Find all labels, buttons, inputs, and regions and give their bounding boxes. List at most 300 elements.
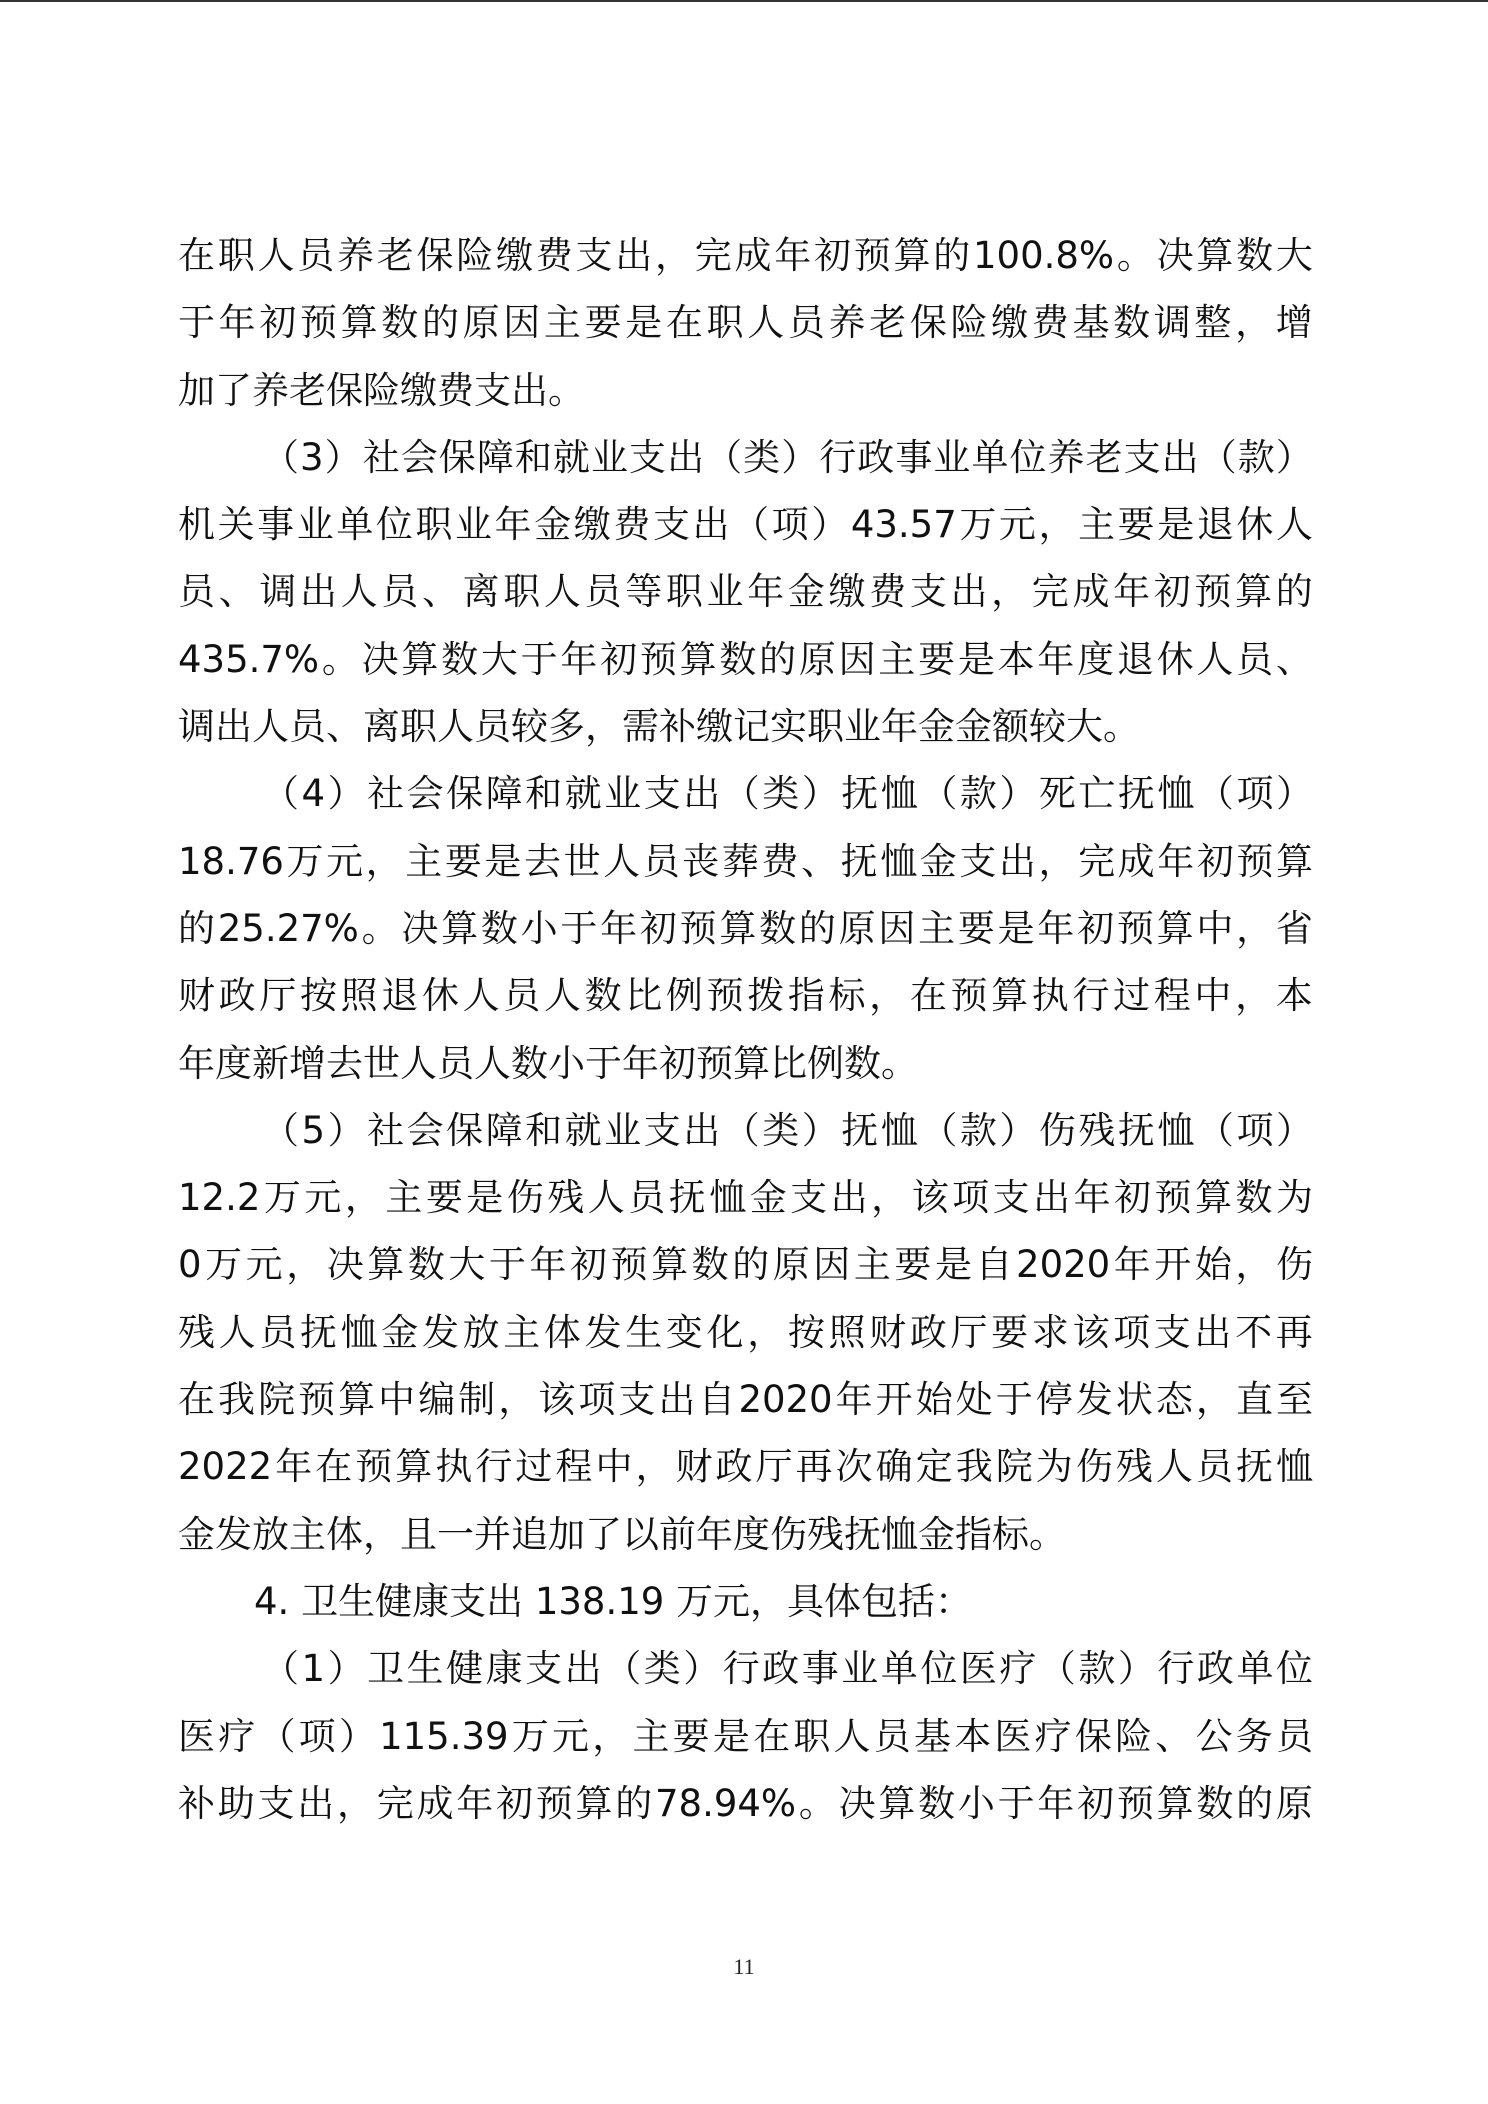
- text-run: 出: [683, 772, 721, 816]
- text-run: 款: [959, 1108, 997, 1152]
- text-run: 年: [1073, 1176, 1111, 1220]
- text-run: 是: [484, 839, 522, 883]
- text-run: 预: [298, 1378, 336, 1422]
- text-run: 金: [919, 839, 957, 883]
- text-run: 主: [853, 1243, 891, 1287]
- text-run: 定: [915, 1445, 953, 1489]
- text-run: ，: [1038, 839, 1076, 883]
- text-run: 老: [869, 301, 907, 345]
- text-run: 障: [485, 1108, 523, 1152]
- text-run: 2020: [1016, 1243, 1111, 1287]
- text-run: 万: [286, 839, 324, 883]
- text-run: 原: [1275, 1781, 1313, 1825]
- text-run: 是: [712, 1714, 750, 1758]
- text-run: 数: [584, 974, 622, 1018]
- text-run: 位: [920, 1647, 958, 1691]
- text-run: 于: [520, 637, 558, 681]
- text-run: 医: [994, 1714, 1032, 1758]
- text-run: 本: [954, 1714, 992, 1758]
- text-run: 要: [444, 839, 482, 883]
- text-run: 年: [600, 906, 638, 950]
- text-run: 员: [1236, 637, 1274, 681]
- text-run: 大: [448, 1243, 486, 1287]
- text-run: 0: [178, 1243, 202, 1287]
- text-run: 社: [362, 435, 400, 479]
- text-run: 伤: [506, 1176, 544, 1220]
- text-run: 关: [217, 503, 255, 547]
- text-run: 类: [743, 435, 781, 479]
- text-line: [178, 1299, 1313, 1366]
- text-run: 恤: [880, 1108, 918, 1152]
- text-run: 、: [801, 839, 839, 883]
- text-run: 元: [552, 1714, 589, 1758]
- text-run: 员: [178, 570, 215, 614]
- text-run: 医: [178, 1714, 215, 1758]
- text-run: 的: [615, 1781, 653, 1825]
- text-line: [178, 895, 1313, 962]
- text-run: 预: [535, 1781, 573, 1825]
- text-run: 调: [1153, 301, 1191, 345]
- text-run: ）: [1275, 772, 1313, 816]
- text-run: 伤: [1075, 1445, 1113, 1489]
- text-run: 老: [1085, 435, 1123, 479]
- text-run: 。: [361, 906, 399, 950]
- text-run: 初: [570, 1243, 608, 1287]
- text-run: 财: [178, 974, 215, 1018]
- text-run: 算: [1195, 1176, 1233, 1220]
- text-run: 在: [178, 234, 215, 277]
- text-run: 于: [560, 906, 598, 950]
- text-run: 调: [259, 570, 297, 614]
- text-run: ，: [655, 234, 692, 277]
- text-run: 丧: [682, 839, 720, 883]
- text-run: 年: [1113, 1243, 1151, 1287]
- text-run: 确: [875, 1445, 913, 1489]
- text-run: 养: [828, 301, 866, 345]
- text-run: 费: [613, 503, 651, 547]
- text-run: ）: [1117, 1647, 1155, 1691]
- text-run: ，: [747, 1310, 785, 1354]
- text-run: 单: [1236, 1647, 1274, 1691]
- text-run: 因: [503, 301, 541, 345]
- text-run: 员: [642, 839, 680, 883]
- text-run: 类: [762, 1108, 800, 1152]
- text-run: 和: [514, 435, 552, 479]
- text-run: 25.27%: [217, 906, 359, 950]
- text-run: 厅: [755, 1445, 793, 1489]
- text-run: 决: [1156, 234, 1194, 277]
- text-run: 老: [376, 234, 414, 277]
- text-run: ）: [801, 772, 839, 816]
- text-line: 金发放主体，且一并追加了以前年度伤残抚恤金指标。: [178, 1512, 1066, 1556]
- text-run: 的: [798, 906, 836, 950]
- text-run: 会: [406, 1108, 444, 1152]
- text-run: 5: [301, 1108, 326, 1152]
- text-run: 员: [1275, 1714, 1313, 1758]
- text-run: ，: [869, 974, 907, 1018]
- text-run: 增: [1275, 301, 1313, 345]
- text-run: 年: [275, 1445, 313, 1489]
- text-run: 人: [1155, 1445, 1193, 1489]
- text-run: 预: [679, 906, 717, 950]
- text-run: 抚: [668, 1176, 706, 1220]
- text-run: 项: [1236, 772, 1274, 816]
- text-run: 小: [957, 1781, 995, 1825]
- text-run: 出: [830, 1176, 868, 1220]
- text-run: ，: [635, 1445, 673, 1489]
- text-run: 离: [462, 570, 500, 614]
- text-run: 预: [706, 974, 744, 1018]
- text-run: 障: [476, 435, 514, 479]
- text-run: 本: [997, 637, 1035, 681]
- text-run: 在: [665, 301, 703, 345]
- text-run: 保: [1074, 1714, 1112, 1758]
- text-run: 职: [793, 1714, 831, 1758]
- text-run: 伤: [1038, 1108, 1076, 1152]
- text-run: 休: [421, 974, 459, 1018]
- text-run: 原: [462, 301, 500, 345]
- text-run: 支: [790, 1176, 828, 1220]
- text-run: 大: [1275, 234, 1313, 277]
- text-run: 等: [625, 570, 663, 614]
- text-run: 抚: [1235, 1445, 1273, 1489]
- text-run: ，: [498, 1378, 536, 1422]
- text-run: 年: [774, 234, 812, 277]
- text-run: 再: [1275, 1310, 1313, 1354]
- text-run: 费: [1031, 301, 1069, 345]
- text-run: 出: [950, 570, 988, 614]
- text-run: 行: [819, 435, 857, 479]
- text-run: 职: [503, 570, 541, 614]
- text-run: 初: [496, 1781, 533, 1825]
- text-run: 疗: [999, 1647, 1037, 1691]
- text-run: 财: [675, 1445, 713, 1489]
- text-run: 基: [913, 1714, 951, 1758]
- text-line: [178, 491, 1313, 558]
- text-run: （: [604, 1647, 642, 1691]
- text-run: 人: [543, 974, 581, 1018]
- text-run: 照: [828, 1310, 866, 1354]
- text-run: 年: [1037, 1781, 1075, 1825]
- text-run: 款: [959, 772, 997, 816]
- text-run: 算: [395, 1445, 433, 1489]
- text-run: 去: [523, 839, 561, 883]
- text-run: 抚: [1117, 1108, 1155, 1152]
- text-run: 态: [1155, 1378, 1193, 1422]
- text-run: 出: [683, 1108, 721, 1152]
- text-run: 出: [615, 234, 653, 277]
- text-run: 费: [869, 570, 907, 614]
- text-run: （: [1196, 772, 1234, 816]
- text-line: [178, 424, 1313, 491]
- text-run: 位: [1009, 435, 1047, 479]
- text-run: 数: [918, 1781, 956, 1825]
- text-run: 初: [1153, 570, 1191, 614]
- text-run: 我: [218, 1378, 256, 1422]
- text-run: （: [262, 1108, 299, 1152]
- text-run: 中: [378, 1378, 416, 1422]
- text-run: 、: [1155, 1714, 1193, 1758]
- text-run: （: [262, 435, 299, 479]
- text-run: （: [732, 503, 770, 547]
- text-run: 变: [665, 1310, 703, 1354]
- text-run: 项: [1236, 1108, 1274, 1152]
- text-run: 单: [971, 435, 1009, 479]
- text-run: 预: [639, 637, 677, 681]
- text-run: 务: [1235, 1714, 1273, 1758]
- text-line: 加了养老保险缴费支出。: [178, 368, 585, 412]
- text-run: 是: [466, 1176, 504, 1220]
- text-run: 发: [1075, 1378, 1113, 1422]
- text-run: 过: [1113, 974, 1151, 1018]
- text-run: 年: [835, 1378, 873, 1422]
- text-run: （: [1199, 435, 1237, 479]
- text-run: 预: [853, 234, 891, 277]
- text-run: 员: [628, 1176, 666, 1220]
- text-run: 的: [1236, 1781, 1274, 1825]
- text-run: 和: [525, 1108, 563, 1152]
- text-run: 恤: [340, 1310, 378, 1354]
- text-run: 在: [178, 1378, 215, 1422]
- text-run: 政: [909, 1310, 947, 1354]
- text-run: 保: [438, 435, 476, 479]
- text-run: 位: [1275, 1647, 1313, 1691]
- text-run: 算: [1275, 839, 1313, 883]
- text-run: ，: [871, 1176, 909, 1220]
- text-run: 算: [893, 234, 931, 277]
- text-run: 项: [952, 1176, 990, 1220]
- text-run: 数: [441, 637, 479, 681]
- text-run: 院: [995, 1445, 1033, 1489]
- text-run: 费: [761, 839, 799, 883]
- text-run: 健: [446, 1647, 484, 1691]
- text-run: （: [705, 435, 743, 479]
- text-run: 支: [909, 570, 947, 614]
- text-run: 抚: [841, 1108, 879, 1152]
- text-run: 初: [1077, 1781, 1115, 1825]
- text-run: 再: [795, 1445, 833, 1489]
- text-run: ）: [683, 1647, 721, 1691]
- text-run: 因: [813, 1243, 851, 1287]
- text-run: 115.39: [379, 1714, 509, 1758]
- text-run: 会: [406, 772, 444, 816]
- text-run: ，: [991, 570, 1029, 614]
- text-run: 人: [1196, 637, 1234, 681]
- text-run: 于: [178, 301, 215, 345]
- text-run: 数: [759, 906, 797, 950]
- text-run: ）: [338, 1714, 376, 1758]
- text-run: 政: [857, 435, 895, 479]
- text-line: [178, 558, 1313, 625]
- text-run: 就: [564, 772, 602, 816]
- text-run: ）: [999, 772, 1037, 816]
- text-run: 该: [538, 1378, 576, 1422]
- text-run: 预: [355, 1445, 393, 1489]
- text-run: 原: [798, 637, 836, 681]
- text-run: 抚: [1117, 772, 1155, 816]
- text-run: 制: [458, 1378, 496, 1422]
- text-run: 金: [381, 1310, 419, 1354]
- text-run: 要: [957, 906, 995, 950]
- text-run: 1: [301, 1647, 326, 1691]
- text-run: 出: [667, 435, 705, 479]
- text-run: 要: [584, 301, 622, 345]
- text-run: 保: [416, 234, 454, 277]
- text-run: 生: [625, 1310, 663, 1354]
- text-run: 数: [1196, 1781, 1234, 1825]
- text-run: 在: [753, 1714, 791, 1758]
- text-run: 化: [706, 1310, 744, 1354]
- text-run: ，: [1235, 1243, 1273, 1287]
- text-run: 于: [488, 1243, 526, 1287]
- text-run: 金: [787, 570, 825, 614]
- text-run: 职: [217, 234, 255, 277]
- text-line: [178, 1097, 1313, 1164]
- text-run: 。: [321, 637, 359, 681]
- text-run: 是: [625, 301, 663, 345]
- text-run: 出: [692, 503, 730, 547]
- text-line: [178, 1770, 1313, 1837]
- text-run: 抚: [840, 839, 878, 883]
- text-run: 险: [950, 301, 988, 345]
- text-run: 开: [875, 1378, 913, 1422]
- text-run: 业: [296, 503, 334, 547]
- text-run: 程: [555, 1445, 593, 1489]
- text-run: 支: [257, 1781, 295, 1825]
- text-run: 恤: [880, 772, 918, 816]
- text-line: [178, 222, 1313, 289]
- text-run: 、: [218, 570, 256, 614]
- text-run: 支: [992, 1176, 1030, 1220]
- text-run: 算: [367, 1243, 405, 1287]
- text-run: 初: [639, 906, 677, 950]
- text-run: 要: [672, 1714, 710, 1758]
- text-run: 社: [367, 1108, 405, 1152]
- text-line: [178, 1164, 1313, 1231]
- text-line: [178, 1635, 1313, 1702]
- text-run: 人: [462, 974, 500, 1018]
- text-run: 要: [1117, 503, 1155, 547]
- text-run: 省: [1275, 906, 1313, 950]
- text-run: ）: [781, 435, 819, 479]
- text-run: 预: [1194, 570, 1232, 614]
- text-run: 中: [1196, 906, 1234, 950]
- text-run: 死: [1038, 772, 1076, 816]
- text-run: 中: [1194, 974, 1232, 1018]
- text-run: 要: [894, 1243, 932, 1287]
- text-run: 算: [878, 1781, 916, 1825]
- text-run: 435.7%: [178, 637, 320, 681]
- text-run: 政: [1196, 1647, 1234, 1691]
- text-run: 员: [259, 1310, 297, 1354]
- text-run: 算: [441, 906, 479, 950]
- text-run: 职: [706, 301, 744, 345]
- text-run: 年: [560, 637, 598, 681]
- text-run: 抚: [841, 772, 879, 816]
- text-run: 万: [263, 1176, 301, 1220]
- text-run: 主: [1078, 503, 1116, 547]
- text-run: 于: [997, 1781, 1035, 1825]
- text-run: 元: [998, 503, 1036, 547]
- text-run: 决: [401, 906, 439, 950]
- text-run: 43.57: [850, 503, 957, 547]
- text-run: 会: [400, 435, 438, 479]
- text-run: 预: [1116, 906, 1154, 950]
- text-run: 员: [873, 1714, 911, 1758]
- text-run: 财: [869, 1310, 907, 1354]
- text-run: ，: [592, 1714, 630, 1758]
- text-run: 人: [833, 1714, 871, 1758]
- text-run: 出: [297, 1781, 335, 1825]
- text-run: 和: [525, 772, 563, 816]
- page-number: 11: [733, 1954, 755, 1979]
- text-run: 机: [178, 503, 215, 547]
- text-run: 人: [747, 301, 785, 345]
- text-run: 大: [480, 637, 518, 681]
- text-run: 保: [446, 772, 484, 816]
- text-run: 员: [297, 234, 335, 277]
- text-run: 算: [1156, 906, 1194, 950]
- text-run: 次: [835, 1445, 873, 1489]
- text-run: 厅: [259, 974, 297, 1018]
- text-run: 放: [462, 1310, 500, 1354]
- text-run: 小: [520, 906, 558, 950]
- text-run: 退: [381, 974, 419, 1018]
- text-run: （: [722, 1108, 760, 1152]
- text-run: 葬: [721, 839, 759, 883]
- text-run: 单: [336, 503, 374, 547]
- text-run: 障: [485, 772, 523, 816]
- text-run: 编: [418, 1378, 456, 1422]
- text-run: 完: [1031, 570, 1069, 614]
- text-run: 在: [909, 974, 947, 1018]
- text-run: 康: [485, 1647, 523, 1691]
- text-run: 卫: [367, 1647, 405, 1691]
- text-run: 政: [218, 974, 256, 1018]
- text-run: 就: [552, 435, 590, 479]
- text-run: 公: [1195, 1714, 1233, 1758]
- text-run: 决: [361, 637, 399, 681]
- text-run: 恤: [1275, 1445, 1313, 1489]
- text-run: 缴: [573, 503, 611, 547]
- text-run: 员: [584, 570, 622, 614]
- text-run: 人: [218, 1310, 256, 1354]
- text-run: 本: [1275, 974, 1313, 1018]
- text-run: 是: [997, 906, 1035, 950]
- text-run: 万: [205, 1243, 243, 1287]
- text-run: 缴: [991, 301, 1029, 345]
- text-run: 厅: [950, 1310, 988, 1354]
- text-run: 元: [326, 839, 364, 883]
- text-run: ，: [365, 839, 403, 883]
- text-run: 标: [828, 974, 866, 1018]
- text-run: 成: [1072, 570, 1110, 614]
- text-run: 预: [1116, 1781, 1154, 1825]
- text-run: 完: [1078, 839, 1116, 883]
- text-run: 预: [299, 301, 337, 345]
- text-run: 是: [1157, 503, 1195, 547]
- text-run: 按: [787, 1310, 825, 1354]
- text-run: 初: [600, 637, 638, 681]
- text-run: 。: [1116, 234, 1154, 277]
- text-run: （: [722, 772, 760, 816]
- text-run: 初: [259, 301, 297, 345]
- text-run: 金: [749, 1176, 787, 1220]
- text-run: 2020: [738, 1378, 833, 1422]
- text-run: 事: [801, 1647, 839, 1691]
- text-run: 成: [1117, 839, 1155, 883]
- document-body: [178, 222, 1313, 1837]
